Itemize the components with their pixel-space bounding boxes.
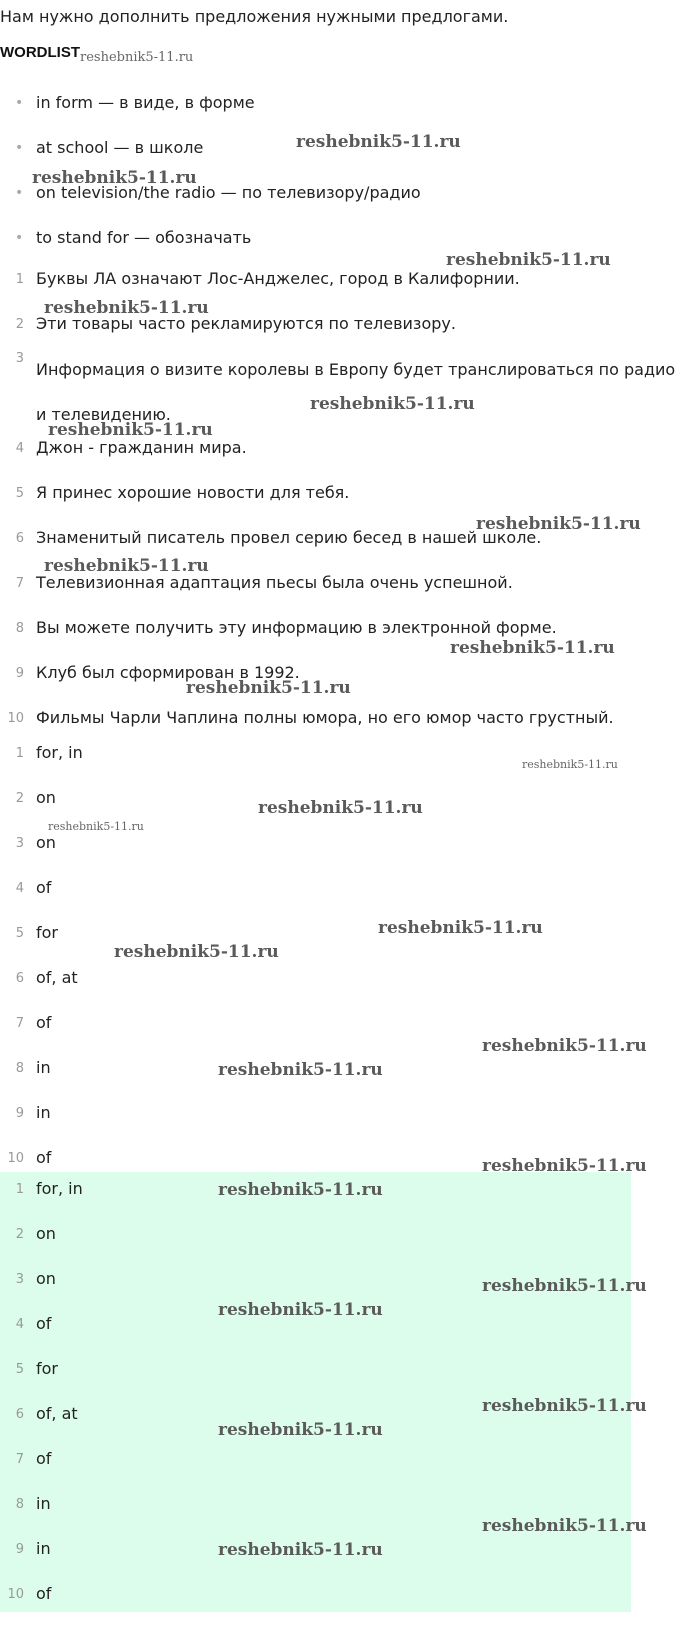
answer-item <box>0 922 680 967</box>
watermark: reshebnik5-11.ru <box>32 168 197 188</box>
answer-item <box>0 832 680 877</box>
answer-text: for, in <box>36 743 83 762</box>
item-text: Буквы ЛА означают Лос-Анджелес, город в Калифорнии. <box>36 269 520 288</box>
watermark: reshebnik5-11.ru <box>218 1180 383 1200</box>
answer-text: in <box>36 1103 51 1122</box>
answer-text: of <box>36 1314 52 1333</box>
answer-text: on <box>36 833 56 852</box>
item-number: 7 <box>15 1016 24 1031</box>
item-number: 2 <box>15 791 24 806</box>
item-number: 7 <box>15 1452 24 1467</box>
item-number: 6 <box>15 1407 24 1422</box>
wordlist-item: • in form — в виде, в форме <box>0 92 680 137</box>
item-text: Джон - гражданин мира. <box>36 438 247 457</box>
answer-text: of, at <box>36 968 78 987</box>
watermark: reshebnik5-11.ru <box>186 678 351 698</box>
item-text: Информация о визите королевы в Европу будет транслироваться по радио и телевидению. <box>36 360 676 424</box>
watermark: reshebnik5-11.ru <box>44 298 209 318</box>
item-number: 1 <box>15 746 24 761</box>
watermark: reshebnik5-11.ru <box>482 1156 647 1176</box>
watermark: reshebnik5-11.ru <box>482 1396 647 1416</box>
watermark: reshebnik5-11.ru <box>482 1276 647 1296</box>
item-number: 1 <box>15 1182 24 1197</box>
answer-item <box>0 967 680 1012</box>
item-number: 2 <box>15 317 24 332</box>
answer-item <box>0 1583 680 1628</box>
watermark: reshebnik5-11.ru <box>218 1060 383 1080</box>
answer-text: of <box>36 1584 52 1603</box>
translation-item <box>0 572 680 617</box>
wordlist-item: • to stand for — обозначать <box>0 227 680 272</box>
answer-text: on <box>36 788 56 807</box>
watermark: reshebnik5-11.ru <box>48 420 213 440</box>
answer-text: for <box>36 923 58 942</box>
answer-item <box>0 1102 680 1147</box>
watermark: reshebnik5-11.ru <box>114 942 279 962</box>
wordlist-subtitle: reshebnik5-11.ru <box>80 50 194 65</box>
watermark: reshebnik5-11.ru <box>482 1036 647 1056</box>
item-number: 4 <box>15 441 24 456</box>
item-number: 4 <box>15 881 24 896</box>
item-number: 4 <box>15 1317 24 1332</box>
item-number: 5 <box>15 486 24 501</box>
watermark: reshebnik5-11.ru <box>522 758 618 771</box>
answer-text: of <box>36 1449 52 1468</box>
answer-text: on <box>36 1269 56 1288</box>
watermark: reshebnik5-11.ru <box>310 394 475 414</box>
item-number: 8 <box>15 1061 24 1076</box>
item-number: 10 <box>7 1587 24 1602</box>
answer-item <box>0 1223 680 1268</box>
item-number: 8 <box>15 1497 24 1512</box>
item-text: Телевизионная адаптация пьесы была очень успешной. <box>36 573 513 592</box>
translation-item <box>0 437 680 482</box>
item-text: Фильмы Чарли Чаплина полны юмора, но его юмор часто грустный. <box>36 708 614 727</box>
item-number: 3 <box>15 836 24 851</box>
item-number: 9 <box>15 666 24 681</box>
answer-text: of <box>36 1013 52 1032</box>
intro-text: Нам нужно дополнить предложения нужными предлогами. <box>0 7 509 26</box>
item-number: 9 <box>15 1106 24 1121</box>
item-number: 10 <box>7 711 24 726</box>
answer-text: in <box>36 1494 51 1513</box>
watermark: reshebnik5-11.ru <box>450 638 615 658</box>
item-number: 5 <box>15 1362 24 1377</box>
item-number: 5 <box>15 926 24 941</box>
wordlist-heading <box>0 44 193 65</box>
answer-text: of <box>36 878 52 897</box>
watermark: reshebnik5-11.ru <box>476 514 641 534</box>
watermark: reshebnik5-11.ru <box>44 556 209 576</box>
item-text: Знаменитый писатель провел серию бесед в нашей школе. <box>36 528 542 547</box>
watermark: reshebnik5-11.ru <box>482 1516 647 1536</box>
answer-item <box>0 1448 680 1493</box>
answer-text: of <box>36 1148 52 1167</box>
answer-text: for, in <box>36 1179 83 1198</box>
item-number: 6 <box>15 971 24 986</box>
item-text: Эти товары часто рекламируются по телевизору. <box>36 314 456 333</box>
item-number: 9 <box>15 1542 24 1557</box>
item-text: Вы можете получить эту информацию в электронной форме. <box>36 618 557 637</box>
wordlist-item: • at school — в школе <box>0 137 680 182</box>
watermark: reshebnik5-11.ru <box>446 250 611 270</box>
item-number: 3 <box>15 1272 24 1287</box>
wordlist-title: WORDLIST <box>0 44 80 61</box>
watermark: reshebnik5-11.ru <box>218 1420 383 1440</box>
watermark: reshebnik5-11.ru <box>378 918 543 938</box>
item-number: 6 <box>15 531 24 546</box>
watermark: reshebnik5-11.ru <box>258 798 423 818</box>
answer-text: on <box>36 1224 56 1243</box>
answer-item <box>0 877 680 922</box>
item-number: 2 <box>15 1227 24 1242</box>
answer-text: for <box>36 1359 58 1378</box>
item-text: Я принес хорошие новости для тебя. <box>36 483 350 502</box>
watermark: reshebnik5-11.ru <box>48 820 144 833</box>
wordlist-item: • on television/the radio — по телевизору/радио <box>0 182 680 227</box>
watermark: reshebnik5-11.ru <box>218 1300 383 1320</box>
item-text: Клуб был сформирован в 1992. <box>36 663 300 682</box>
item-number: 10 <box>7 1151 24 1166</box>
item-number: 7 <box>15 576 24 591</box>
answer-text: in <box>36 1539 51 1558</box>
item-number: 8 <box>15 621 24 636</box>
answer-text: of, at <box>36 1404 78 1423</box>
watermark: reshebnik5-11.ru <box>296 132 461 152</box>
answer-text: in <box>36 1058 51 1077</box>
item-number: 3 <box>15 351 24 366</box>
watermark: reshebnik5-11.ru <box>218 1540 383 1560</box>
item-number: 1 <box>15 272 24 287</box>
